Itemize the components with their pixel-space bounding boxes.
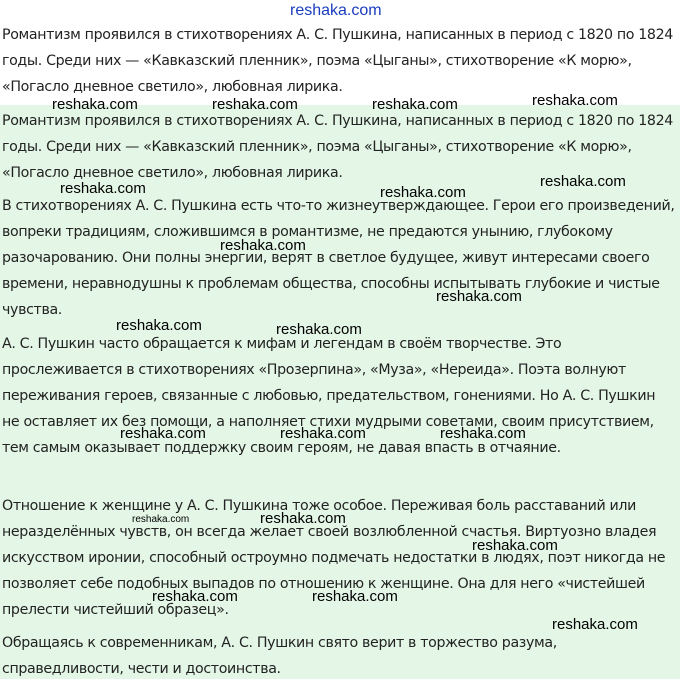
site-watermark-header[interactable]: reshaka.com xyxy=(290,2,382,19)
paragraph-life-affirming: В стихотворениях А. С. Пушкина есть что-то жизнеутверждающее. Герои его произведений, вопреки традициям, сложившимся в романтизме, не предаются унынию, глубокому разочарованию. Они полны энергии, верят в светлое будущее, живут интересами своего времени, неравнодушны к проблемам общества, способны испытывать глубокие и чистые чувства. xyxy=(2,198,675,318)
watermark: reshaka.com xyxy=(52,96,138,113)
paragraph-romanticism: Романтизм проявился в стихотворениях А. С. Пушкина, написанных в период с 1820 по 1824 годы. Среди них — «Кавказский пленник», поэма «Цыганы», стихотворение «К морю», «Погасло дневное светило», любовная лирика. xyxy=(2,113,673,181)
watermark: reshaka.com xyxy=(380,184,466,201)
watermark: reshaka.com xyxy=(132,514,190,525)
watermark: reshaka.com xyxy=(372,96,458,113)
watermark: reshaka.com xyxy=(540,173,626,190)
paragraph-myths: А. С. Пушкин часто обращается к мифам и легендам в своём творчестве. Это прослеживается в стихотворениях «Прозерпина», «Муза», «Нереида». Поэта волнуют переживания героев, связанные с любовью, предательством, гонениями. Но А. С. Пушкин не оставляет их без помощи, а наполняет стихи мудрыми советами, своим присутствием, тем самым оказывает поддержку своим героям, не давая впасть в отчаяние. xyxy=(2,336,656,456)
watermark: reshaka.com xyxy=(472,537,558,554)
watermark: reshaka.com xyxy=(152,588,238,605)
watermark: reshaka.com xyxy=(220,237,306,254)
watermark: reshaka.com xyxy=(440,425,526,442)
watermark: reshaka.com xyxy=(116,317,202,334)
watermark: reshaka.com xyxy=(260,510,346,527)
watermark: reshaka.com xyxy=(312,588,398,605)
paragraph-women: Отношение к женщине у А. С. Пушкина тоже особое. Переживая боль расставаний или неразделённых чувств, он всегда желает своей возлюбленной счастья. Виртуозно владея искусством иронии, способный остроумно подмечать недостатки в людях, поэт никогда не позволяет себе подобных выпадов по отношению к женщине. Она для него «чистейшей прелести чистейший образец». xyxy=(2,498,666,618)
paragraph-intro: Романтизм проявился в стихотворениях А. С. Пушкина, написанных в период с 1820 по 1824 годы. Среди них — «Кавказский пленник», поэма «Цыганы», стихотворение «К морю», «Погасло дневное светило», любовная лирика. xyxy=(2,27,673,95)
watermark: reshaka.com xyxy=(60,180,146,197)
watermark: reshaka.com xyxy=(280,425,366,442)
watermark: reshaka.com xyxy=(532,92,618,109)
paragraph-contemporaries: Обращаясь к современникам, А. С. Пушкин свято верит в торжество разума, справедливости, чести и достоинства. xyxy=(2,635,557,677)
watermark: reshaka.com xyxy=(120,425,206,442)
watermark: reshaka.com xyxy=(212,96,298,113)
watermark: reshaka.com xyxy=(276,321,362,338)
watermark: reshaka.com xyxy=(552,616,638,633)
watermark: reshaka.com xyxy=(436,288,522,305)
